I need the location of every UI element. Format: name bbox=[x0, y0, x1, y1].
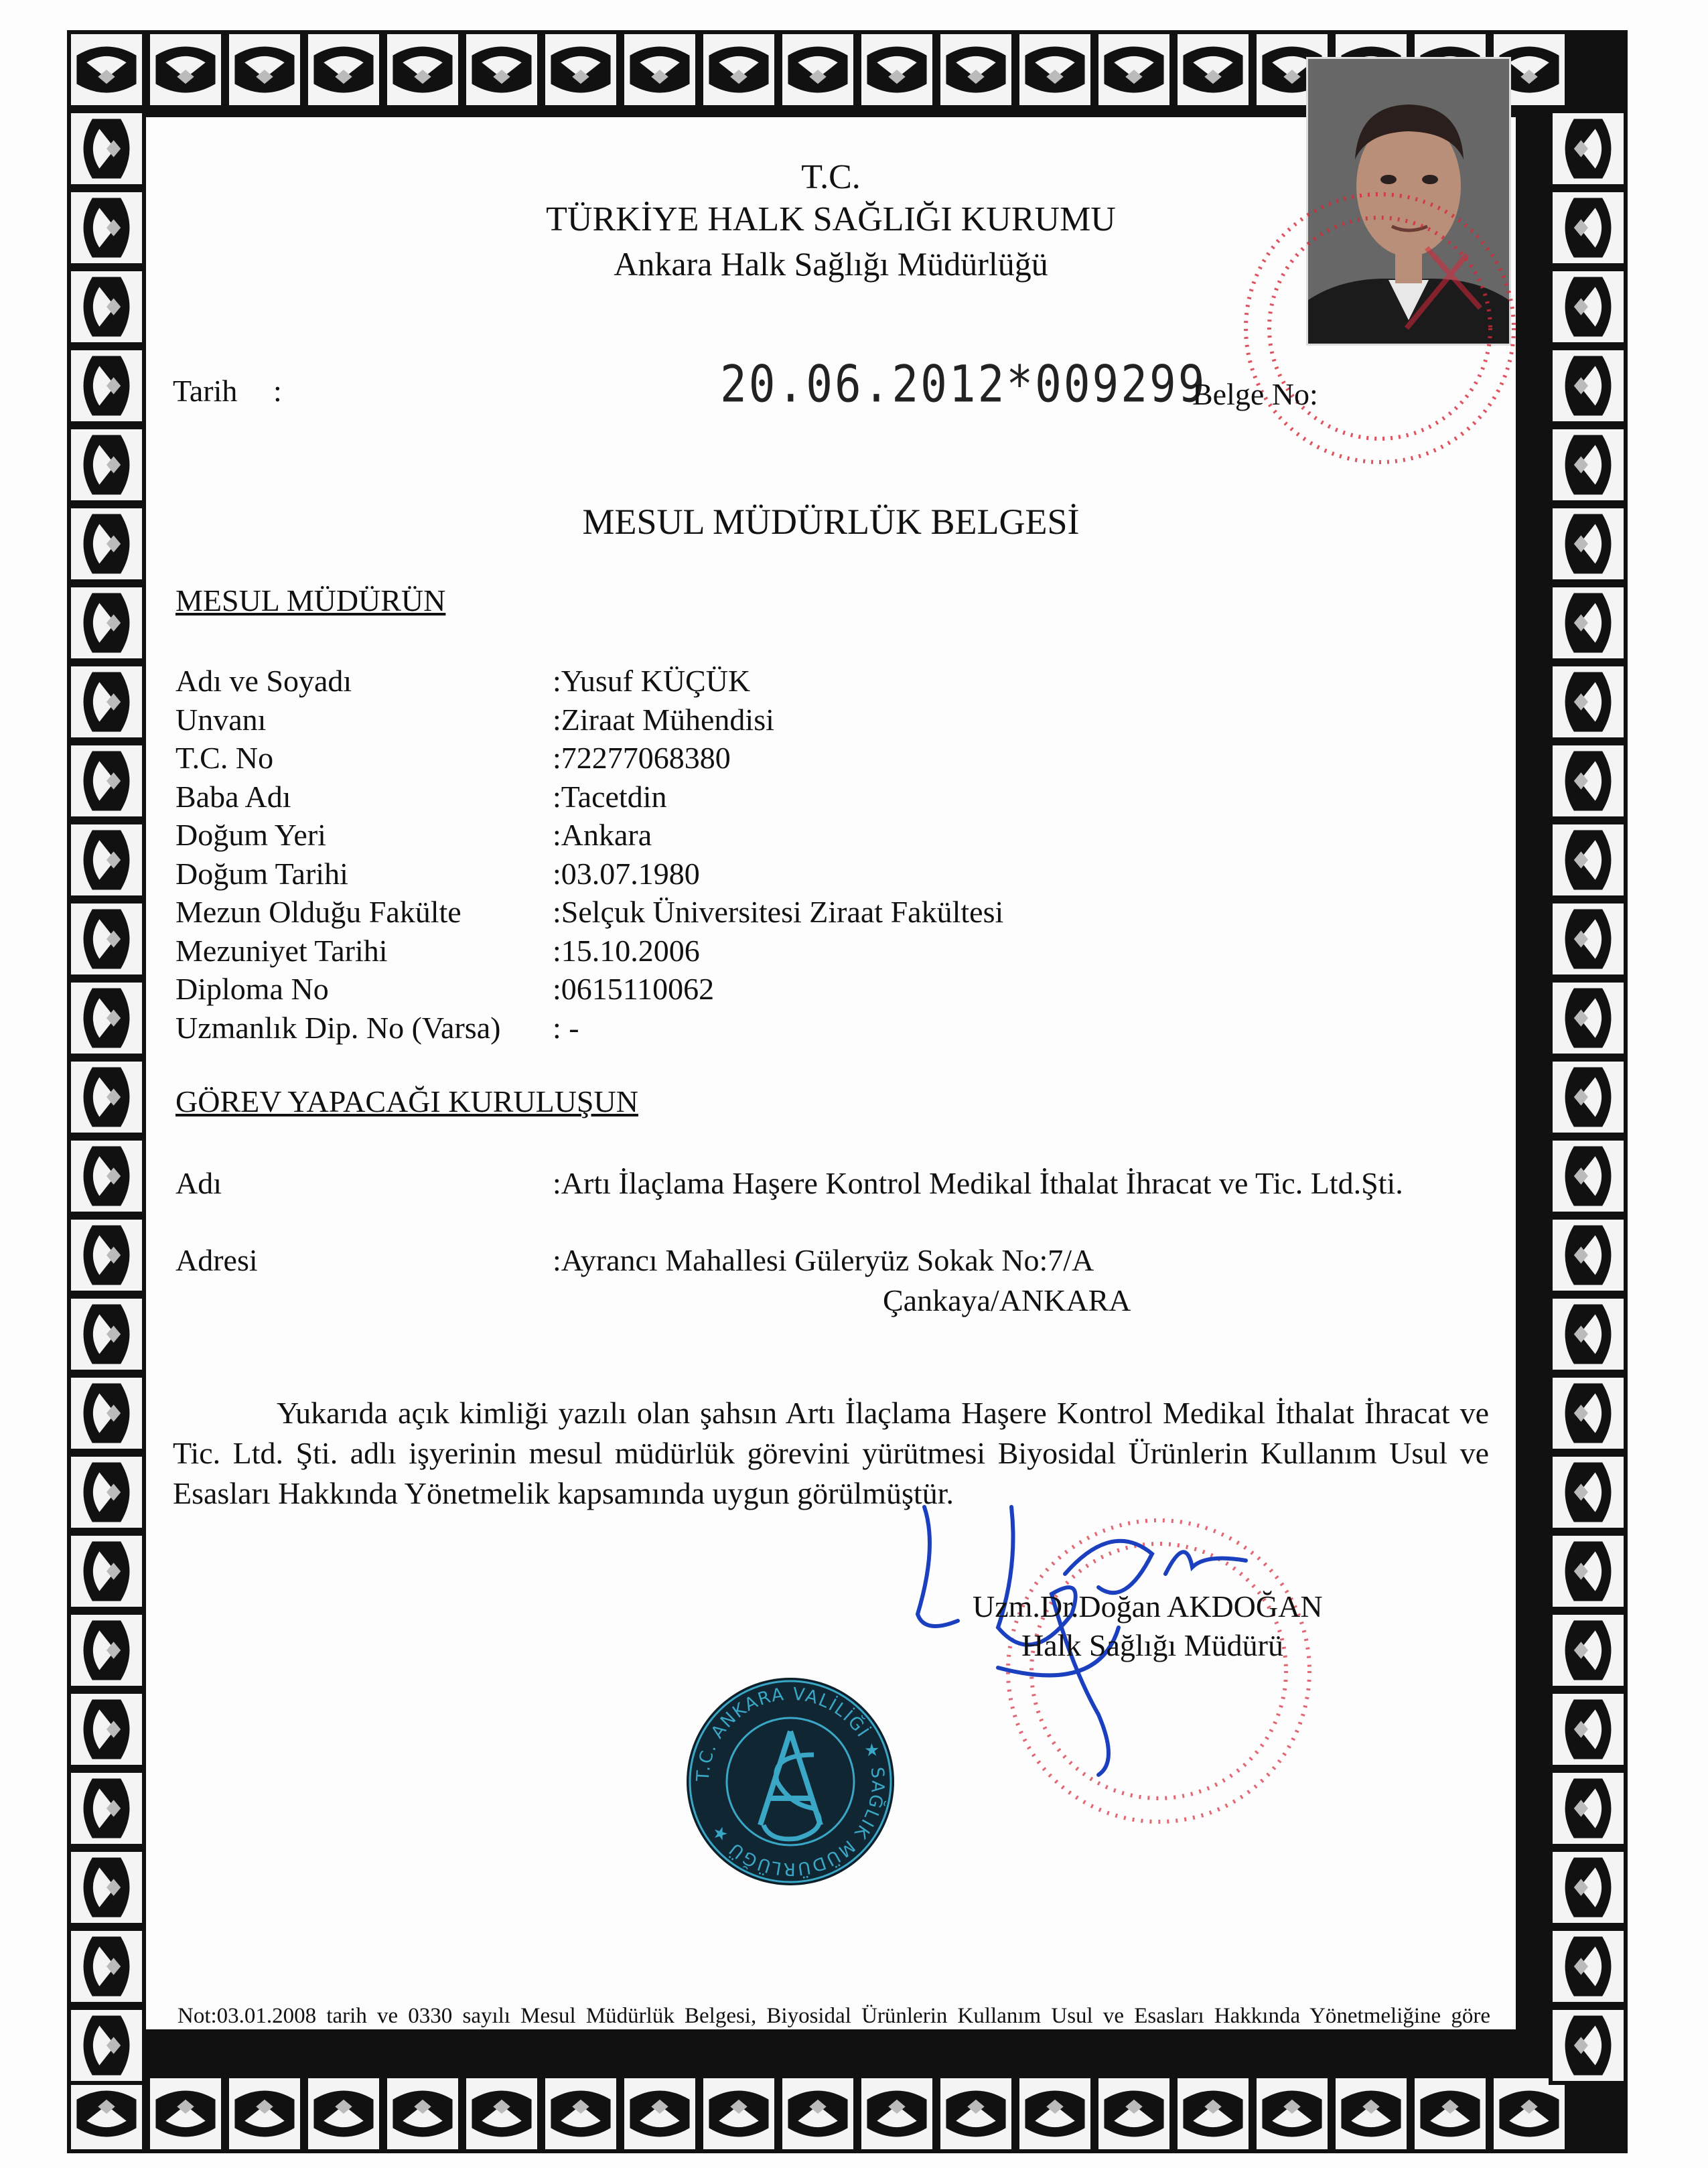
border-tile-icon bbox=[857, 2074, 936, 2153]
field-label: Mezuniyet Tarihi bbox=[175, 933, 388, 968]
field-label: Mezun Olduğu Fakülte bbox=[175, 895, 461, 929]
border-tile-icon bbox=[541, 30, 620, 109]
border-tile-icon bbox=[383, 30, 462, 109]
border-tile-icon bbox=[1549, 1611, 1628, 1690]
border-tile-icon bbox=[67, 267, 146, 346]
document-title: MESUL MÜDÜRLÜK BELGESİ bbox=[582, 502, 1080, 542]
signatory-name: Uzm.Dr.Doğan AKDOĞAN bbox=[973, 1589, 1323, 1623]
border-tile-icon bbox=[1549, 1058, 1628, 1137]
border-tile-icon bbox=[67, 1453, 146, 1532]
border-tile-icon bbox=[146, 2074, 225, 2153]
org-name-value: :Artı İlaçlama Haşere Kontrol Medikal İthalat İhracat ve Tic. Ltd.Şti. bbox=[553, 1166, 1403, 1200]
header-institution: TÜRKİYE HALK SAĞLIĞI KURUMU bbox=[546, 200, 1116, 238]
header-directorate: Ankara Halk Sağlığı Müdürlüğü bbox=[614, 245, 1048, 283]
stamp-number: 20.06.2012*009299 bbox=[720, 354, 1207, 414]
border-tile-icon bbox=[1549, 109, 1628, 188]
border-tile-icon bbox=[1549, 1295, 1628, 1374]
border-tile-icon bbox=[778, 2074, 857, 2153]
border-tile-icon bbox=[1411, 2074, 1490, 2153]
field-value: :Ankara bbox=[553, 818, 652, 852]
field-label: Doğum Yeri bbox=[175, 818, 326, 852]
border-tile-icon bbox=[67, 2074, 146, 2153]
org-address-line1: :Ayrancı Mahallesi Güleryüz Sokak No:7/A bbox=[553, 1243, 1094, 1277]
border-tile-icon bbox=[67, 662, 146, 741]
border-tile-icon bbox=[383, 2074, 462, 2153]
section-heading-manager: MESUL MÜDÜRÜN bbox=[175, 583, 446, 618]
border-tile-icon bbox=[1549, 2006, 1628, 2085]
field-label: T.C. No bbox=[175, 741, 274, 775]
border-tile-icon bbox=[462, 2074, 541, 2153]
border-tile-icon bbox=[67, 1611, 146, 1690]
section-heading-organization: GÖREV YAPACAĞI KURULUŞUN bbox=[175, 1084, 638, 1118]
border-tile-icon bbox=[699, 30, 778, 109]
border-tile-icon bbox=[1332, 2074, 1411, 2153]
border-tile-icon bbox=[67, 346, 146, 425]
border-tile-icon bbox=[620, 30, 699, 109]
border-tile-icon bbox=[936, 30, 1015, 109]
field-value: : - bbox=[553, 1010, 579, 1045]
signatory-title: Halk Sağlığı Müdürü bbox=[1021, 1628, 1283, 1662]
border-tile-icon bbox=[1549, 188, 1628, 267]
border-tile-icon bbox=[67, 1295, 146, 1374]
border-tile-icon bbox=[67, 1374, 146, 1453]
official-seal bbox=[683, 1674, 898, 1889]
border-tile-icon bbox=[1549, 1374, 1628, 1453]
doc-no-label: Belge No: bbox=[1192, 377, 1318, 411]
border-left bbox=[67, 109, 146, 2085]
footnote: Not:03.01.2008 tarih ve 0330 sayılı Mesul Müdürlük Belgesi, Biyosidal Ürünlerin Kullanım Usul ve Esasları Hakkında Yönetmeliğine göre yeniden düzenlenmiştir. bbox=[177, 2004, 1490, 2057]
border-tile-icon bbox=[67, 979, 146, 1058]
border-tile-icon bbox=[304, 30, 383, 109]
border-tile-icon bbox=[67, 820, 146, 899]
border-tile-icon bbox=[67, 109, 146, 188]
border-tile-icon bbox=[936, 2074, 1015, 2153]
border-tile-icon bbox=[1094, 2074, 1173, 2153]
border-tile-icon bbox=[1549, 1769, 1628, 1848]
org-address-label: Adresi bbox=[175, 1243, 258, 1277]
field-value: :Tacetdin bbox=[553, 779, 667, 814]
field-label: Adı ve Soyadı bbox=[175, 664, 352, 698]
field-value: :Yusuf KÜÇÜK bbox=[553, 664, 751, 698]
border-tile-icon bbox=[67, 899, 146, 979]
border-tile-icon bbox=[67, 188, 146, 267]
border-tile-icon bbox=[857, 30, 936, 109]
border-tile-icon bbox=[1549, 425, 1628, 504]
border-tile-icon bbox=[1549, 979, 1628, 1058]
field-value: :72277068380 bbox=[553, 741, 731, 775]
border-tile-icon bbox=[1549, 662, 1628, 741]
field-label: Diploma No bbox=[175, 972, 329, 1006]
border-tile-icon bbox=[1549, 899, 1628, 979]
border-tile-icon bbox=[67, 1137, 146, 1216]
body-paragraph: Yukarıda açık kimliği yazılı olan şahsın Artı İlaçlama Haşere Kontrol Medikal İthalat İhracat ve Tic. Ltd. Şti. adlı işyerinin mesul müdürlük görevini yürütmesi Biyosidal Ürünlerin Kullanım Usul ve Esasları Hakkında Yönetmelik kapsamında uygun görülmüştür. bbox=[173, 1396, 1489, 1510]
field-value: :Selçuk Üniversitesi Ziraat Fakültesi bbox=[553, 895, 1004, 929]
border-tile-icon bbox=[304, 2074, 383, 2153]
border-bottom bbox=[67, 2074, 1569, 2153]
border-tile-icon bbox=[1490, 2074, 1569, 2153]
border-tile-icon bbox=[620, 2074, 699, 2153]
border-tile-icon bbox=[67, 425, 146, 504]
border-tile-icon bbox=[225, 2074, 304, 2153]
border-tile-icon bbox=[1549, 346, 1628, 425]
border-tile-icon bbox=[1549, 1532, 1628, 1611]
border-right bbox=[1549, 109, 1628, 2085]
border-tile-icon bbox=[67, 1769, 146, 1848]
border-tile-icon bbox=[1549, 741, 1628, 820]
border-tile-icon bbox=[67, 2006, 146, 2085]
border-tile-icon bbox=[67, 1690, 146, 1769]
border-tile-icon bbox=[462, 30, 541, 109]
border-tile-icon bbox=[1549, 1848, 1628, 1927]
field-label: Unvanı bbox=[175, 702, 267, 737]
border-tile-icon bbox=[1094, 30, 1173, 109]
seal-ring-text: T.C. ANKARA VALİLİĞİ ★ SAĞLIK MÜDÜRLÜĞÜ ★ bbox=[693, 1684, 888, 1879]
border-tile-icon bbox=[146, 30, 225, 109]
org-address-line2: Çankaya/ANKARA bbox=[883, 1283, 1131, 1317]
border-tile-icon bbox=[1015, 2074, 1094, 2153]
border-tile-icon bbox=[541, 2074, 620, 2153]
field-label: Baba Adı bbox=[175, 779, 291, 814]
border-tile-icon bbox=[1173, 30, 1253, 109]
border-tile-icon bbox=[1549, 583, 1628, 662]
border-tile-icon bbox=[67, 1216, 146, 1295]
border-tile-icon bbox=[67, 504, 146, 583]
border-tile-icon bbox=[1549, 820, 1628, 899]
field-value: :15.10.2006 bbox=[553, 933, 700, 968]
border-tile-icon bbox=[1549, 1453, 1628, 1532]
date-colon: : bbox=[273, 374, 282, 408]
border-tile-icon bbox=[67, 30, 146, 109]
date-label: Tarih bbox=[173, 374, 238, 408]
field-label: Uzmanlık Dip. No (Varsa) bbox=[175, 1010, 501, 1045]
border-tile-icon bbox=[1549, 1137, 1628, 1216]
border-tile-icon bbox=[1549, 267, 1628, 346]
border-tile-icon bbox=[699, 2074, 778, 2153]
border-tile-icon bbox=[67, 1927, 146, 2006]
field-value: :0615110062 bbox=[553, 972, 715, 1006]
border-tile-icon bbox=[1549, 1927, 1628, 2006]
border-tile-icon bbox=[1253, 2074, 1332, 2153]
border-tile-icon bbox=[1549, 1690, 1628, 1769]
border-tile-icon bbox=[67, 583, 146, 662]
border-tile-icon bbox=[67, 1532, 146, 1611]
border-tile-icon bbox=[1549, 1216, 1628, 1295]
border-tile-icon bbox=[225, 30, 304, 109]
field-label: Doğum Tarihi bbox=[175, 856, 348, 891]
border-tile-icon bbox=[1549, 504, 1628, 583]
border-tile-icon bbox=[778, 30, 857, 109]
header-tc: T.C. bbox=[801, 158, 861, 196]
border-tile-icon bbox=[67, 741, 146, 820]
field-value: :Ziraat Mühendisi bbox=[553, 702, 774, 737]
border-tile-icon bbox=[1015, 30, 1094, 109]
border-tile-icon bbox=[67, 1058, 146, 1137]
org-name-label: Adı bbox=[175, 1166, 222, 1200]
border-tile-icon bbox=[67, 1848, 146, 1927]
border-tile-icon bbox=[1173, 2074, 1253, 2153]
field-value: :03.07.1980 bbox=[553, 856, 700, 891]
